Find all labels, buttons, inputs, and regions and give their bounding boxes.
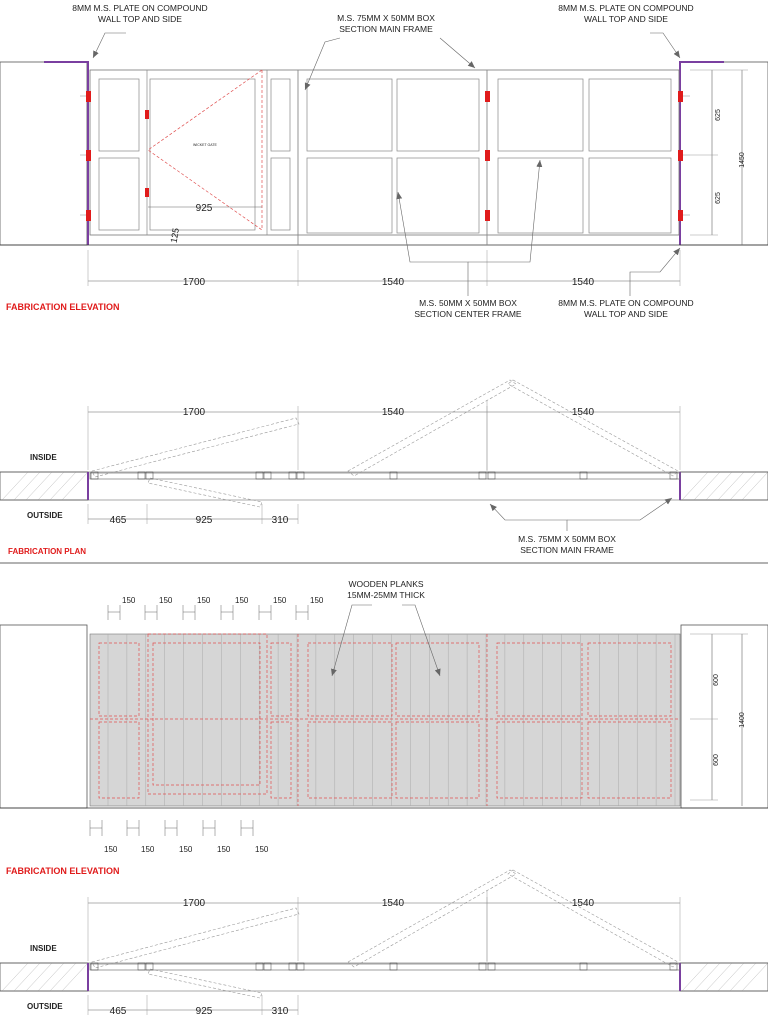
heading-elevation-1: FABRICATION ELEVATION	[6, 302, 120, 312]
dim-1450: 1450	[739, 152, 746, 168]
dim-625-top: 625	[715, 109, 722, 121]
dim-1540-a: 1540	[381, 277, 405, 288]
note-center-frame-sub: SECTION CENTER FRAME	[414, 309, 522, 319]
plan2-dim-1700: 1700	[182, 898, 206, 909]
dim-625-bottom: 625	[715, 192, 722, 204]
elevation-2	[0, 579, 768, 876]
note-plate-right: 8MM M.S. PLATE ON COMPOUND	[558, 3, 694, 13]
dim-150-t6: 150	[310, 596, 324, 605]
compound-plate-left	[44, 62, 88, 245]
dim-1540-b: 1540	[571, 277, 595, 288]
plan-dim-310: 310	[271, 515, 289, 526]
note-plate-bottom-sub: WALL TOP AND SIDE	[584, 309, 668, 319]
plan2-dim-465: 465	[109, 1006, 127, 1017]
plan-1	[0, 380, 768, 556]
heading-elevation-2: FABRICATION ELEVATION	[6, 866, 120, 876]
compound-plate-right	[680, 62, 724, 245]
plan-2	[0, 870, 768, 1017]
dim-150-b1: 150	[104, 845, 118, 854]
dim-925: 925	[195, 203, 213, 214]
dim-125: 125	[168, 227, 182, 244]
label-outside-2: OUTSIDE	[27, 1002, 63, 1011]
gate-outline	[90, 70, 679, 235]
plan-dim-1540-b: 1540	[571, 407, 595, 418]
dim-150-t5: 150	[273, 596, 287, 605]
note-plate-right-sub: WALL TOP AND SIDE	[584, 14, 668, 24]
dim-150-b4: 150	[217, 845, 231, 854]
plan-dim-1540-a: 1540	[381, 407, 405, 418]
plan2-dim-1540-b: 1540	[571, 898, 595, 909]
label-inside: INSIDE	[30, 453, 57, 462]
wooden-planks-infill	[90, 634, 680, 806]
dim-150-t1: 150	[122, 596, 136, 605]
dim-150-t2: 150	[159, 596, 173, 605]
dim-1400: 1400	[739, 712, 746, 728]
note-center-frame: M.S. 50MM X 50MM BOX	[419, 298, 517, 308]
note-wooden: WOODEN PLANKS	[348, 579, 424, 589]
plan-note-main-frame: M.S. 75MM X 50MM BOX	[518, 534, 616, 544]
note-plate-left: 8MM M.S. PLATE ON COMPOUND	[72, 3, 208, 13]
heading-plan-1: FABRICATION PLAN	[8, 547, 87, 556]
dim-150-t3: 150	[197, 596, 211, 605]
plank-spacing-dims-bottom	[90, 820, 253, 836]
note-plate-left-sub: WALL TOP AND SIDE	[98, 14, 182, 24]
dim-150-b3: 150	[179, 845, 193, 854]
hinges	[86, 91, 683, 221]
plank-spacing-dims-top	[108, 605, 308, 620]
plan-note-main-frame-sub: SECTION MAIN FRAME	[520, 545, 614, 555]
dim-600-bottom: 600	[713, 754, 720, 766]
label-outside: OUTSIDE	[27, 511, 63, 520]
dim-1700: 1700	[182, 277, 206, 288]
plan2-dim-310: 310	[271, 1006, 289, 1017]
wicket-label: WICKET GATE	[193, 143, 217, 147]
dim-600-top: 600	[713, 674, 720, 686]
plan-gate-line	[90, 473, 680, 479]
label-inside-2: INSIDE	[30, 944, 57, 953]
plan2-dim-925: 925	[195, 1006, 213, 1017]
wall-right	[680, 62, 768, 245]
plan-dim-1700: 1700	[182, 407, 206, 418]
note-plate-bottom: 8MM M.S. PLATE ON COMPOUND	[558, 298, 694, 308]
note-wooden-sub: 15MM-25MM THICK	[347, 590, 425, 600]
dim-150-b5: 150	[255, 845, 269, 854]
note-main-frame: M.S. 75MM X 50MM BOX	[337, 13, 435, 23]
plan-dim-925: 925	[195, 515, 213, 526]
note-main-frame-sub: SECTION MAIN FRAME	[339, 24, 433, 34]
wall-left	[0, 62, 87, 245]
dim-150-t4: 150	[235, 596, 249, 605]
plan-dim-465: 465	[109, 515, 127, 526]
elevation-1	[0, 3, 768, 319]
plan2-dim-1540-a: 1540	[381, 898, 405, 909]
dim-150-b2: 150	[141, 845, 155, 854]
